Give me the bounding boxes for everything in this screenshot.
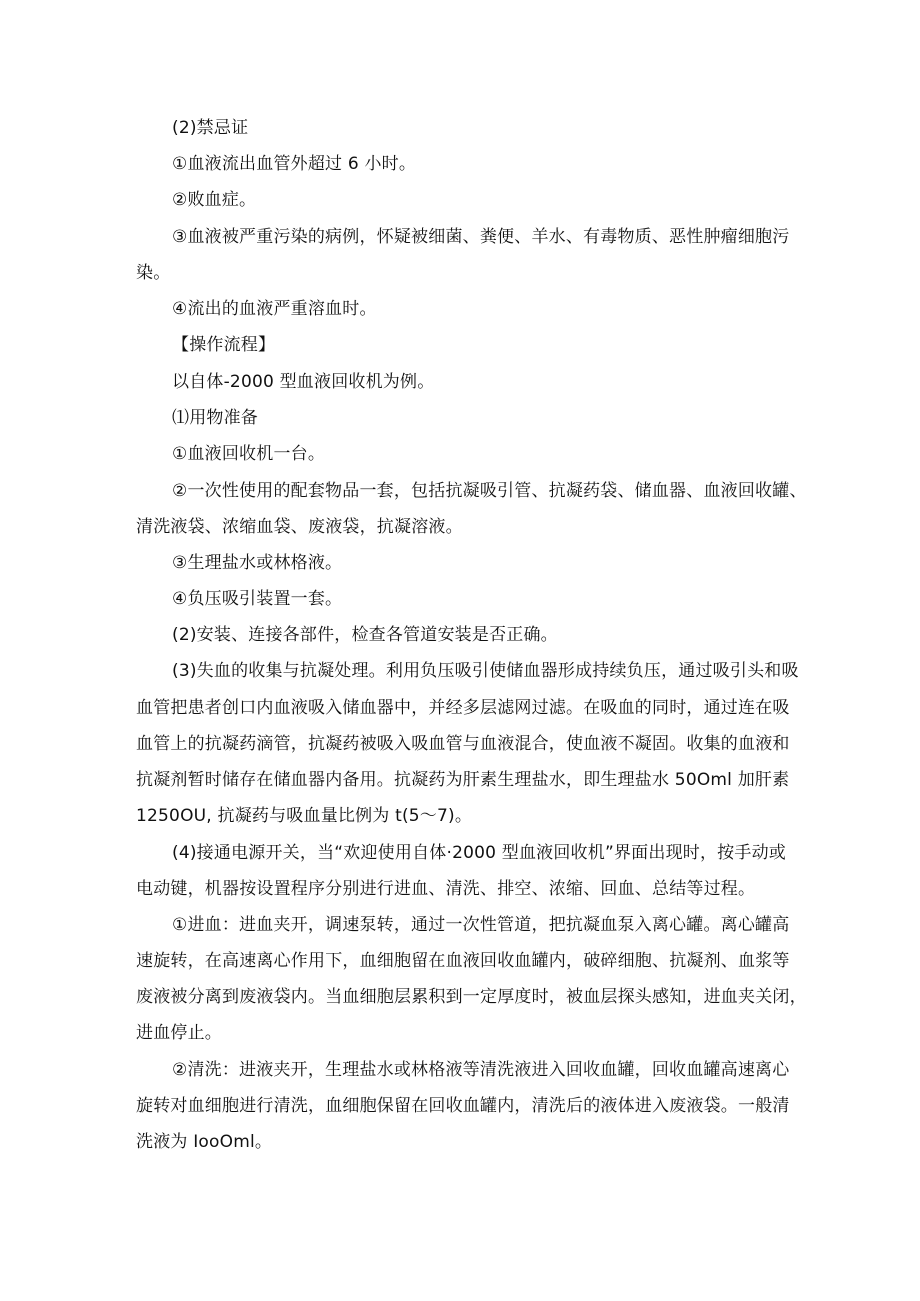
washing-line-3: 洗液为 IooOml。 <box>136 1132 273 1152</box>
supplies-item-4: ④负压吸引装置一套。 <box>172 589 343 609</box>
washing-line-1: ②清洗：进液夹开，生理盐水或林格液等清洗液进入回收血罐，回收血罐高速离心 <box>172 1060 790 1080</box>
step-3-line-1: (3)失血的收集与抗凝处理。利用负压吸引使储血器形成持续负压，通过吸引头和吸 <box>172 661 799 681</box>
blood-inflow-line-2: 速旋转，在高速离心作用下，血细胞留在血液回收血罐内，破碎细胞、抗凝剂、血浆等 <box>136 951 790 971</box>
step-4-line-2: 电动键，机器按设置程序分别进行进血、清洗、排空、浓缩、回血、总结等过程。 <box>136 879 756 899</box>
step-3-line-3: 血管上的抗凝药滴管，抗凝药被吸入吸血管与血液混合，使血液不凝固。收集的血液和 <box>136 734 790 754</box>
blood-inflow-line-4: 进血停止。 <box>136 1023 222 1043</box>
supplies-heading: ⑴用物准备 <box>172 408 258 428</box>
step-3-line-4: 抗凝剂暂时储存在储血器内备用。抗凝药为肝素生理盐水，即生理盐水 50Oml 加肝素 <box>136 770 790 790</box>
contraindication-item-1: ①血液流出血管外超过 6 小时。 <box>172 154 417 174</box>
contraindication-item-2: ②败血症。 <box>172 190 257 210</box>
blood-inflow-line-1: ①进血：进血夹开，调速泵转，通过一次性管道，把抗凝血泵入离心罐。离心罐高 <box>172 915 790 935</box>
supplies-item-2-cont: 清洗液袋、浓缩血袋、废液袋，抗凝溶液。 <box>136 517 463 537</box>
supplies-item-1: ①血液回收机一台。 <box>172 444 326 464</box>
supplies-item-3: ③生理盐水或林格液。 <box>172 553 343 573</box>
contraindication-item-3: ③血液被严重污染的病例，怀疑被细菌、粪便、羊水、有毒物质、恶性肿瘤细胞污 <box>172 227 790 247</box>
washing-line-2: 旋转对血细胞进行清洗，血细胞保留在回收血罐内，清洗后的液体进入废液袋。一般清 <box>136 1096 790 1116</box>
contraindication-item-3-cont: 染。 <box>136 263 171 283</box>
step-3-line-5: 1250OU, 抗凝药与吸血量比例为 t(5～7)。 <box>136 806 473 826</box>
step-3-line-2: 血管把患者创口内血液吸入储血器中，并经多层滤网过滤。在吸血的同时，通过连在吸 <box>136 698 790 718</box>
procedure-heading: 【操作流程】 <box>172 335 276 355</box>
contraindication-item-4: ④流出的血液严重溶血时。 <box>172 299 377 319</box>
supplies-item-2: ②一次性使用的配套物品一套，包括抗凝吸引管、抗凝药袋、储血器、血液回收罐、 <box>172 481 807 501</box>
step-4-line-1: (4)接通电源开关，当“欢迎使用自体·2000 型血液回收机”界面出现时，按手动或 <box>172 843 786 863</box>
blood-inflow-line-3: 废液被分离到废液袋内。当血细胞层累积到一定厚度时，被血层探头感知，进血夹关闭， <box>136 987 807 1007</box>
step-2: (2)安装、连接各部件，检查各管道安装是否正确。 <box>172 625 558 645</box>
procedure-intro: 以自体-2000 型血液回收机为例。 <box>172 372 435 392</box>
contraindication-heading: (2)禁忌证 <box>172 118 249 138</box>
